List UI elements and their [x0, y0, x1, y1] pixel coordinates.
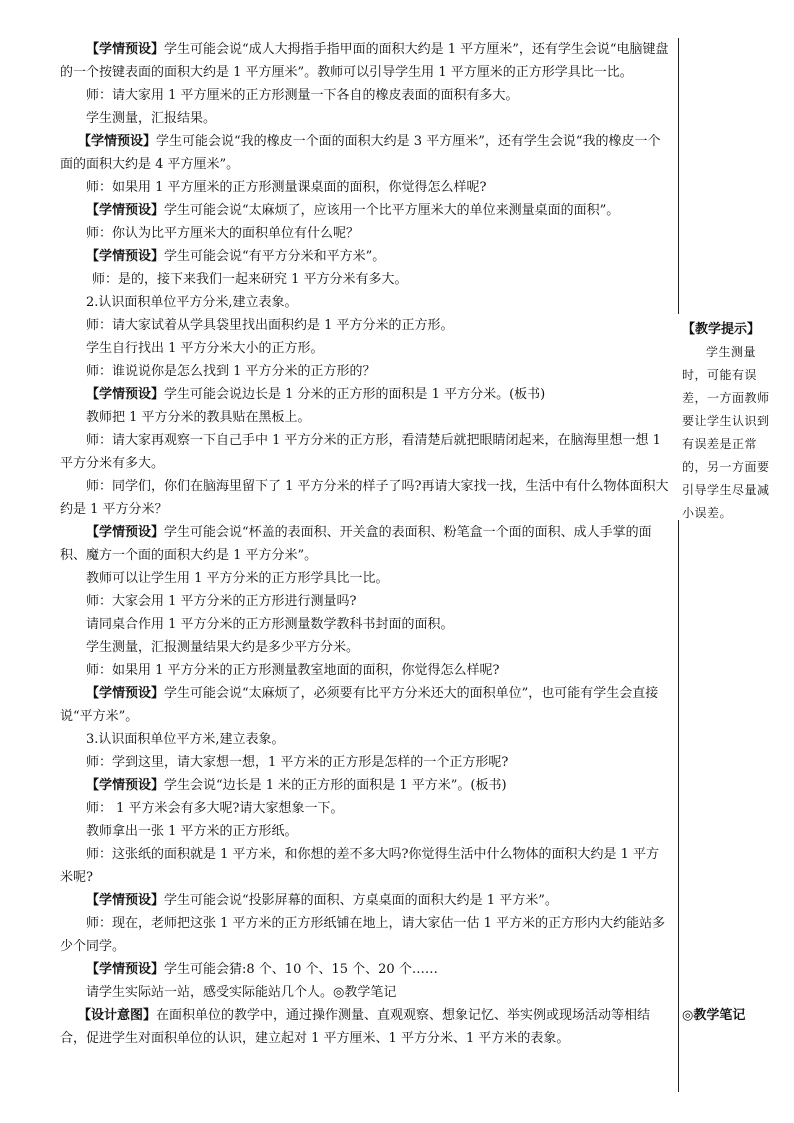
lesson-paragraph — [60, 521, 672, 567]
paragraph-text: 学生会说“边长是 1 米的正方形的面积是 1 平方米”。(板书) — [164, 778, 507, 793]
paragraph-text: 师：如果用 1 平方厘米的正方形测量课桌面的面积，你觉得怎么样呢? — [86, 180, 487, 195]
paragraph-text: 师：这张纸的面积就是 1 平方米，和你想的差不多大吗?你觉得生活中什么物体的面积大约是 1 平方米呢? — [60, 847, 660, 885]
paragraph-text: 师：大家会用 1 平方分米的正方形进行测量吗? — [86, 594, 357, 609]
lesson-paragraph — [60, 406, 672, 429]
lesson-paragraph — [60, 1004, 672, 1050]
teaching-tip — [682, 318, 774, 525]
paragraph-tag: 【学情预设】 — [86, 962, 165, 977]
lesson-paragraph — [60, 360, 672, 383]
paragraph-text: 学生可能会说“成人大拇指手指甲面的面积大约是 1 平方厘米”，还有学生会说“电脑键盘的一个按键表面的面积大约是 1 平方厘米”。教师可以引导学生用 1 平方厘米的正方形学具比一比。 — [60, 42, 669, 80]
paragraph-text: 学生可能会说“太麻烦了，必须要有比平方分米还大的面积单位”，也可能有学生会直接说“平方米”。 — [60, 686, 659, 724]
lesson-paragraph — [60, 38, 672, 84]
teaching-tip-heading: 【教学提示】 — [682, 322, 761, 337]
lesson-paragraph — [60, 429, 672, 475]
lesson-paragraph — [60, 590, 672, 613]
lesson-paragraph — [60, 383, 672, 406]
paragraph-tag: 【学情预设】 — [86, 686, 165, 701]
paragraph-tag: 【学情预设】 — [86, 778, 165, 793]
paragraph-text: 在面积单位的教学中，通过操作测量、直观观察、想象记忆、举实例或现场活动等相结合，促进学生对面积单位的认识，建立起对 1 平方厘米、1 平方分米、1 平方米的表象。 — [60, 1008, 651, 1046]
lesson-paragraph — [60, 889, 672, 912]
paragraph-text: 3.认识面积单位平方米,建立表象。 — [86, 732, 285, 747]
paragraph-text: 学生测量，汇报结果。 — [86, 111, 217, 126]
lesson-paragraph — [60, 567, 672, 590]
lesson-paragraph — [60, 659, 672, 682]
lesson-paragraph — [60, 728, 672, 751]
paragraph-text: 师：请大家再观察一下自己手中 1 平方分米的正方形，看清楚后就把眼睛闭起来，在脑海里想一想 1 平方分米有多大。 — [60, 433, 661, 471]
paragraph-text: 2.认识面积单位平方分米,建立表象。 — [86, 295, 298, 310]
paragraph-text: 学生测量，汇报测量结果大约是多少平方分米。 — [86, 640, 360, 655]
lesson-paragraph — [60, 912, 672, 958]
paragraph-text: 师：你认为比平方厘米大的面积单位有什么呢？ — [86, 226, 360, 241]
paragraph-tag: 【设计意图】 — [78, 1008, 157, 1023]
lesson-paragraph — [60, 613, 672, 636]
lesson-paragraph — [60, 199, 672, 222]
lesson-paragraph — [60, 337, 672, 360]
paragraph-text: 师：同学们，你们在脑海里留下了 1 平方分米的样子了吗?再请大家找一找，生活中有什么物体面积大约是 1 平方分米？ — [60, 479, 669, 517]
paragraph-text: 学生自行找出 1 平方分米大小的正方形。 — [86, 341, 324, 356]
lesson-paragraph — [60, 820, 672, 843]
paragraph-tag: 【学情预设】 — [86, 42, 165, 57]
paragraph-text: 学生可能会说“有平方分米和平方米”。 — [164, 249, 386, 264]
lesson-paragraph — [60, 797, 672, 820]
paragraph-text: 师：学到这里，请大家想一想，1 平方米的正方形是怎样的一个正方形呢? — [86, 755, 509, 770]
paragraph-text: 学生可能会说“投影屏幕的面积、方桌桌面的面积大约是 1 平方米”。 — [164, 893, 558, 908]
paragraph-text: 教师把 1 平方分米的教具贴在黑板上。 — [86, 410, 311, 425]
paragraph-tag: 【学情预设】 — [86, 249, 165, 264]
paragraph-text: 师：是的，接下来我们一起来研究 1 平方分米有多大。 — [92, 272, 408, 287]
paragraph-text: 师：请大家试着从学具袋里找出面积约是 1 平方分米的正方形。 — [86, 318, 454, 333]
teaching-tip-body: 学生测量时，可能有误差，一方面教师要让学生认识到有误差是正常的，另一方面要引导学生尽量减小误差。 — [682, 345, 770, 520]
lesson-paragraph — [60, 843, 672, 889]
paragraph-text: 学生可能会猜:8 个、10 个、15 个、20 个…… — [164, 962, 438, 977]
paragraph-text: 教师可以让学生用 1 平方分米的正方形学具比一比。 — [86, 571, 389, 586]
paragraph-text: 请学生实际站一站，感受实际能站几个人。◎教学笔记 — [86, 985, 397, 1000]
paragraph-text: 学生可能会说“太麻烦了，应该用一个比平方厘米大的单位来测量桌面的面积”。 — [164, 203, 620, 218]
paragraph-text: 教师拿出一张 1 平方米的正方形纸。 — [86, 824, 298, 839]
paragraph-tag: 【学情预设】 — [86, 203, 165, 218]
lesson-paragraph — [60, 774, 672, 797]
paragraph-tag: 【学情预设】 — [86, 525, 165, 540]
paragraph-text: 学生可能会说“我的橡皮一个面的面积大约是 3 平方厘米”，还有学生会说“我的橡皮一个面的面积大约是 4 平方厘米”。 — [60, 134, 661, 172]
paragraph-text: 学生可能会说边长是 1 分米的正方形的面积是 1 平方分米。(板书) — [164, 387, 546, 402]
lesson-paragraph — [60, 636, 672, 659]
lesson-paragraph — [60, 176, 672, 199]
lesson-paragraph — [60, 245, 672, 268]
paragraph-tag: 【学情预设】 — [78, 134, 157, 149]
paragraph-list — [60, 38, 672, 1050]
paragraph-text: 请同桌合作用 1 平方分米的正方形测量数学教科书封面的面积。 — [86, 617, 454, 632]
lesson-paragraph — [60, 268, 672, 291]
paragraph-tag: 【学情预设】 — [86, 387, 165, 402]
lesson-paragraph — [60, 130, 672, 176]
paragraph-text: 师：现在，老师把这张 1 平方米的正方形纸铺在地上，请大家估一估 1 平方米的正方形内大约能站多少个同学。 — [60, 916, 666, 954]
paragraph-text: 师：请大家用 1 平方厘米的正方形测量一下各自的橡皮表面的面积有多大。 — [86, 88, 519, 103]
paragraph-text: 师： 1 平方米会有多大呢?请大家想象一下。 — [86, 801, 344, 816]
column-divider-lower — [678, 520, 679, 1092]
lesson-paragraph — [60, 475, 672, 521]
lesson-paragraph — [60, 314, 672, 337]
lesson-paragraph — [60, 84, 672, 107]
lesson-paragraph — [60, 222, 672, 245]
lesson-paragraph — [60, 682, 672, 728]
lesson-paragraph — [60, 751, 672, 774]
lesson-body — [60, 38, 672, 1050]
lesson-paragraph — [60, 981, 672, 1004]
paragraph-text: 学生可能会说“杯盖的表面积、开关盒的表面积、粉笔盒一个面的面积、成人手掌的面积、魔方一个面的面积大约是 1 平方分米”。 — [60, 525, 652, 563]
paragraph-text: 师：谁说说你是怎么找到 1 平方分米的正方形的？ — [86, 364, 376, 379]
teaching-note-label: ◎教学笔记 — [682, 1008, 746, 1023]
lesson-paragraph — [60, 958, 672, 981]
lesson-paragraph — [60, 107, 672, 130]
paragraph-tag: 【学情预设】 — [86, 893, 165, 908]
column-divider-upper — [678, 38, 679, 314]
paragraph-text: 师：如果用 1 平方分米的正方形测量教室地面的面积，你觉得怎么样呢? — [86, 663, 500, 678]
lesson-paragraph — [60, 291, 672, 314]
